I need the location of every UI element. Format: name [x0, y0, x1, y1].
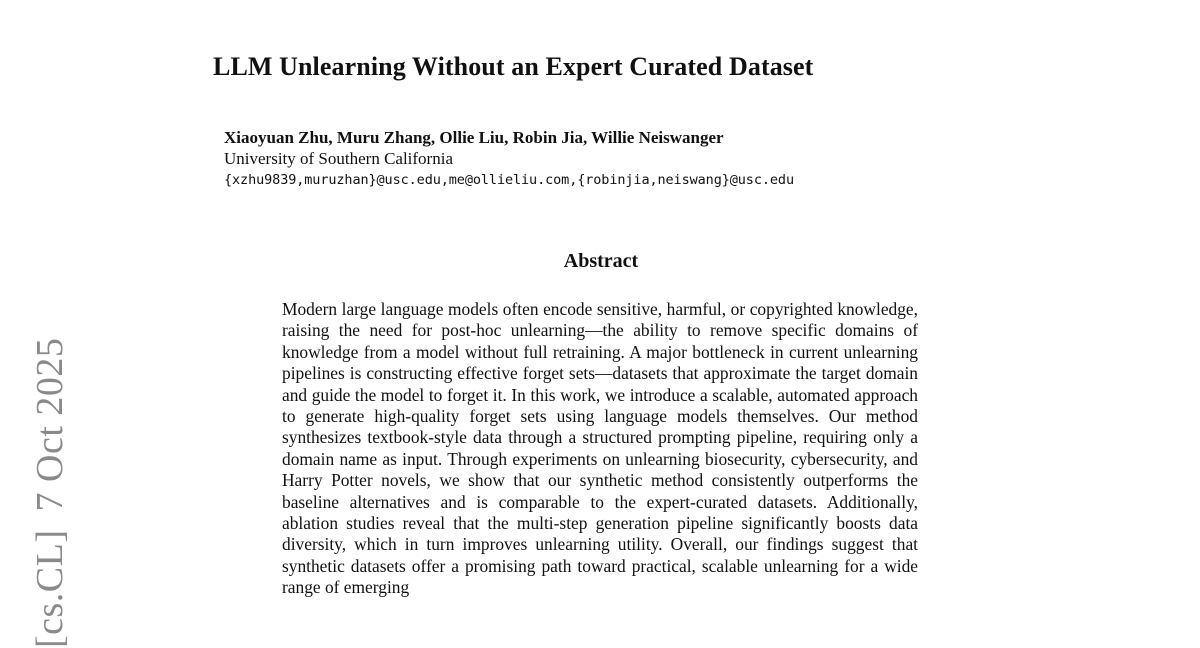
author-list: Xiaoyuan Zhu, Muru Zhang, Ollie Liu, Robin Jia, Willie Neiswanger: [224, 128, 724, 147]
abstract-heading-text: Abstract: [563, 250, 639, 272]
author-block: [224, 127, 794, 191]
paper-title: LLM Unlearning Without an Expert Curated Dataset: [213, 52, 814, 81]
abstract-heading: [0, 248, 1200, 274]
arxiv-side-stamp: [28, 338, 72, 648]
author-emails: {xzhu9839,muruzhan}@usc.edu,me@ollieliu.com,{robinjia,neiswang}@usc.edu: [224, 172, 794, 188]
affiliation: University of Southern California: [224, 149, 453, 168]
arxiv-date: 7 Oct 2025: [29, 337, 71, 512]
abstract-body: Modern large language models often encode sensitive, harmful, or copyrighted knowledge, raising the need for post-hoc unlearning—the ability to remove specific domains of knowledge from a model without full retraining. A major bottleneck in current unlearning pipelines is constructing effective forget sets—datasets that approximate the target domain and guide the model to forget it. In this work, we introduce a scalable, automated approach to generate high-quality forget sets using language models themselves. Our method synthesizes textbook-style data through a structured prompting pipeline, requiring only a domain name as input. Through experiments on unlearning biosecurity, cybersecurity, and Harry Potter novels, we show that our synthetic method consistently outperforms the baseline alternatives and is comparable to the expert-curated datasets. Additionally, ablation studies reveal that the multi-step generation pipeline significantly boosts data diversity, which in turn improves unlearning utility. Overall, our findings suggest that synthetic datasets offer a promising path toward practical, scalable unlearning for a wide range of emerging: [282, 299, 918, 598]
arxiv-category: [cs.CL]: [29, 529, 71, 648]
